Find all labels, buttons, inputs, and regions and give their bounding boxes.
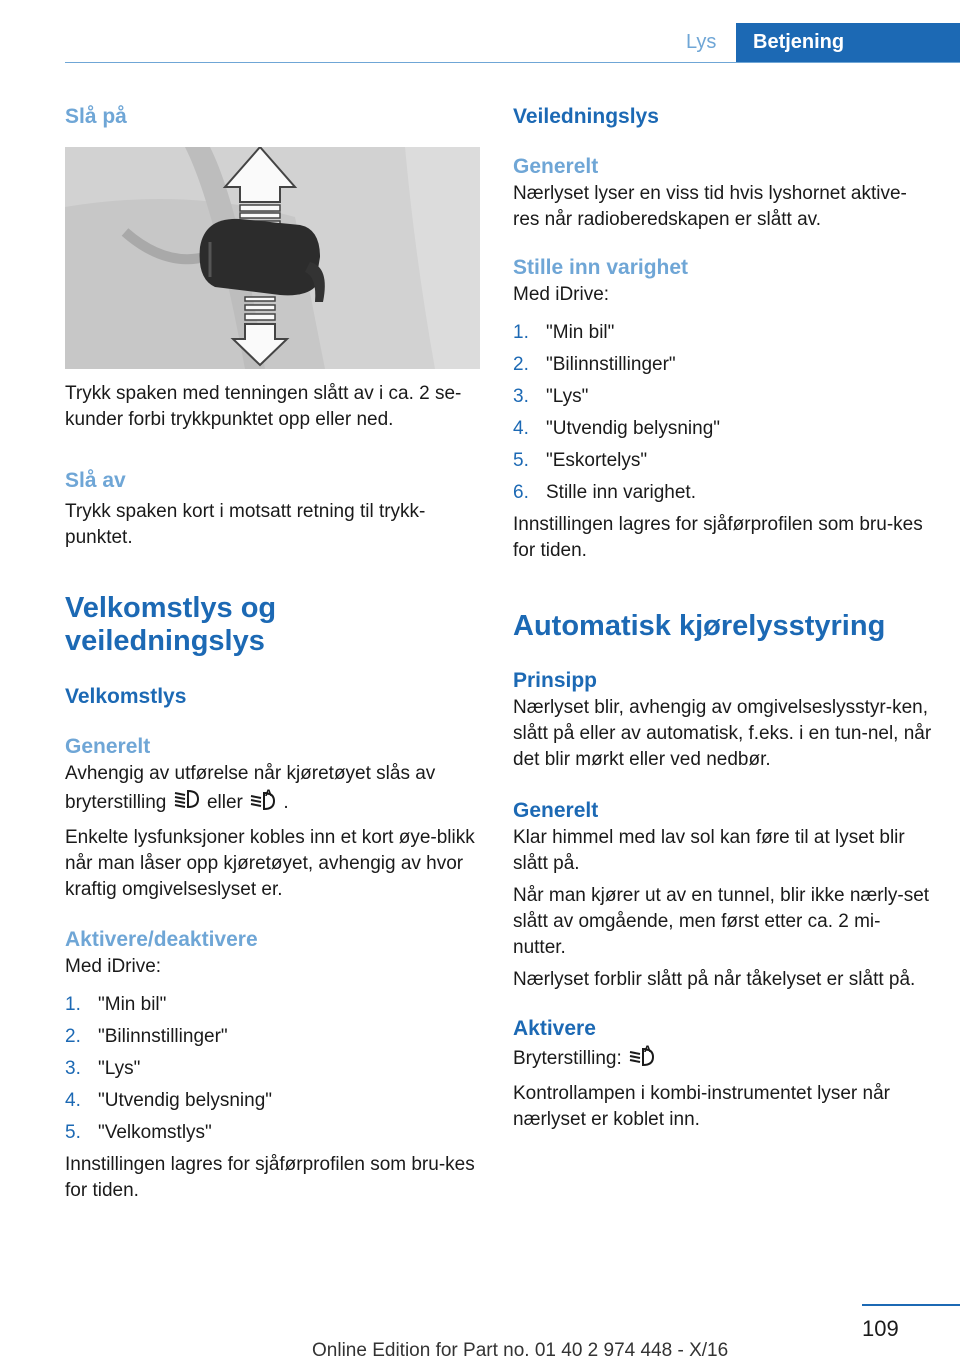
footer-rule: [862, 1304, 960, 1306]
auto-headlight-icon: [627, 1043, 657, 1075]
text-lagres-right: Innstillingen lagres for sjåførprofilen som bru-kes for tiden.: [513, 514, 923, 561]
list-item: 6. Stille inn varighet.: [513, 482, 696, 503]
low-beam-icon: [172, 787, 202, 819]
text-lagres: Innstillingen lagres for sjåførprofilen som bru-kes for tiden.: [65, 1154, 475, 1201]
text-generelt-2b: Når man kjører ut av en tunnel, blir ikke nærly-set slått av omgående, men først etter ca. 2 mi-nutter.: [513, 885, 930, 958]
lever-illustration: [65, 147, 480, 369]
heading-generelt-right: Generelt: [513, 155, 599, 178]
text-generelt-end: .: [283, 792, 289, 814]
heading-stille-inn: Stille inn varighet: [513, 256, 689, 279]
list-item: 3. "Lys": [65, 1058, 141, 1079]
heading-velkomstlys-og: Velkomstlys og: [65, 592, 277, 624]
list-item: 1. "Min bil": [513, 322, 615, 343]
heading-sla-av: Slå av: [65, 469, 126, 492]
text-generelt-or: eller: [206, 792, 243, 814]
heading-sla-pa: Slå på: [65, 105, 127, 128]
list-item: 2. "Bilinnstillinger": [65, 1026, 228, 1047]
text-med-idrive: Med iDrive:: [65, 956, 162, 977]
header-section: Lys: [686, 31, 717, 53]
lever-figure: [65, 147, 480, 369]
page-number: 109: [862, 1316, 899, 1341]
list-item: 4. "Utvendig belysning": [65, 1090, 273, 1111]
list-item: 5. "Eskortelys": [513, 450, 648, 471]
heading-prinsipp: Prinsipp: [513, 669, 598, 692]
right-column: [513, 100, 933, 1133]
text-generelt-right: Nærlyset lyser en viss tid hvis lyshornet aktive-res når radioberedskapen er slått av.: [513, 183, 907, 230]
left-steps-list: [65, 992, 483, 1146]
heading-generelt: Generelt: [65, 735, 151, 758]
edition-note: Online Edition for Part no. 01 40 2 974 448 - X/16: [312, 1340, 729, 1361]
text-bryterstilling: Bryterstilling:: [513, 1048, 622, 1070]
heading-generelt-2: Generelt: [513, 799, 599, 822]
list-item: 2. "Bilinnstillinger": [513, 354, 676, 375]
header-tab[interactable]: Betjening: [736, 23, 960, 62]
text-generelt-2a: Klar himmel med lav sol kan føre til at lyset blir slått på.: [513, 827, 905, 874]
list-item: 3. "Lys": [513, 386, 589, 407]
text-sla-av: Trykk spaken kort i motsatt retning til trykk-punktet.: [65, 501, 426, 548]
text-generelt: [65, 761, 483, 819]
heading-velkomstlys: Velkomstlys: [65, 685, 187, 708]
heading-veiledningslys-main: veiledningslys: [65, 625, 265, 657]
list-item: 4. "Utvendig belysning": [513, 418, 721, 439]
heading-aktivere-deaktivere: Aktivere/deaktivere: [65, 928, 258, 951]
text-bryter: [513, 1043, 933, 1075]
left-column: [65, 100, 483, 1204]
list-item: 1. "Min bil": [65, 994, 167, 1015]
heading-aktivere: Aktivere: [513, 1017, 596, 1040]
text-med-idrive-right: Med iDrive:: [513, 284, 610, 305]
text-prinsipp: Nærlyset blir, avhengig av omgivelseslysstyr-ken, slått på eller av automatisk, f.eks. i en tun-nel, når det blir mørkt eller ved nedbør.: [513, 697, 932, 770]
list-item: 5. "Velkomstlys": [65, 1122, 212, 1143]
auto-headlight-icon: [248, 787, 278, 819]
text-generelt-2c: Nærlyset forblir slått på når tåkelyset er slått på.: [513, 969, 916, 990]
text-generelt-a: Avhengig av utførelse når kjøretøyet slås av bryterstilling: [65, 763, 436, 814]
right-steps-list: [513, 320, 933, 506]
text-kontrollampen: Kontrollampen i kombi-instrumentet lyser når nærlyset er koblet inn.: [513, 1083, 890, 1130]
heading-automatisk: Automatisk kjørelysstyring: [513, 610, 886, 642]
svg-text:A: A: [265, 789, 273, 799]
text-generelt-2: Enkelte lysfunksjoner kobles inn et kort øye-blikk når man låser opp kjøretøyet, avhengig av hvor kraftig omgivelseslyset er.: [65, 827, 475, 900]
heading-veiledningslys: Veiledningslys: [513, 105, 659, 128]
header-rule: [65, 62, 960, 63]
svg-text:A: A: [644, 1045, 651, 1055]
text-sla-pa: Trykk spaken med tenningen slått av i ca. 2 se-kunder forbi trykkpunktet opp eller ned.: [65, 383, 462, 430]
